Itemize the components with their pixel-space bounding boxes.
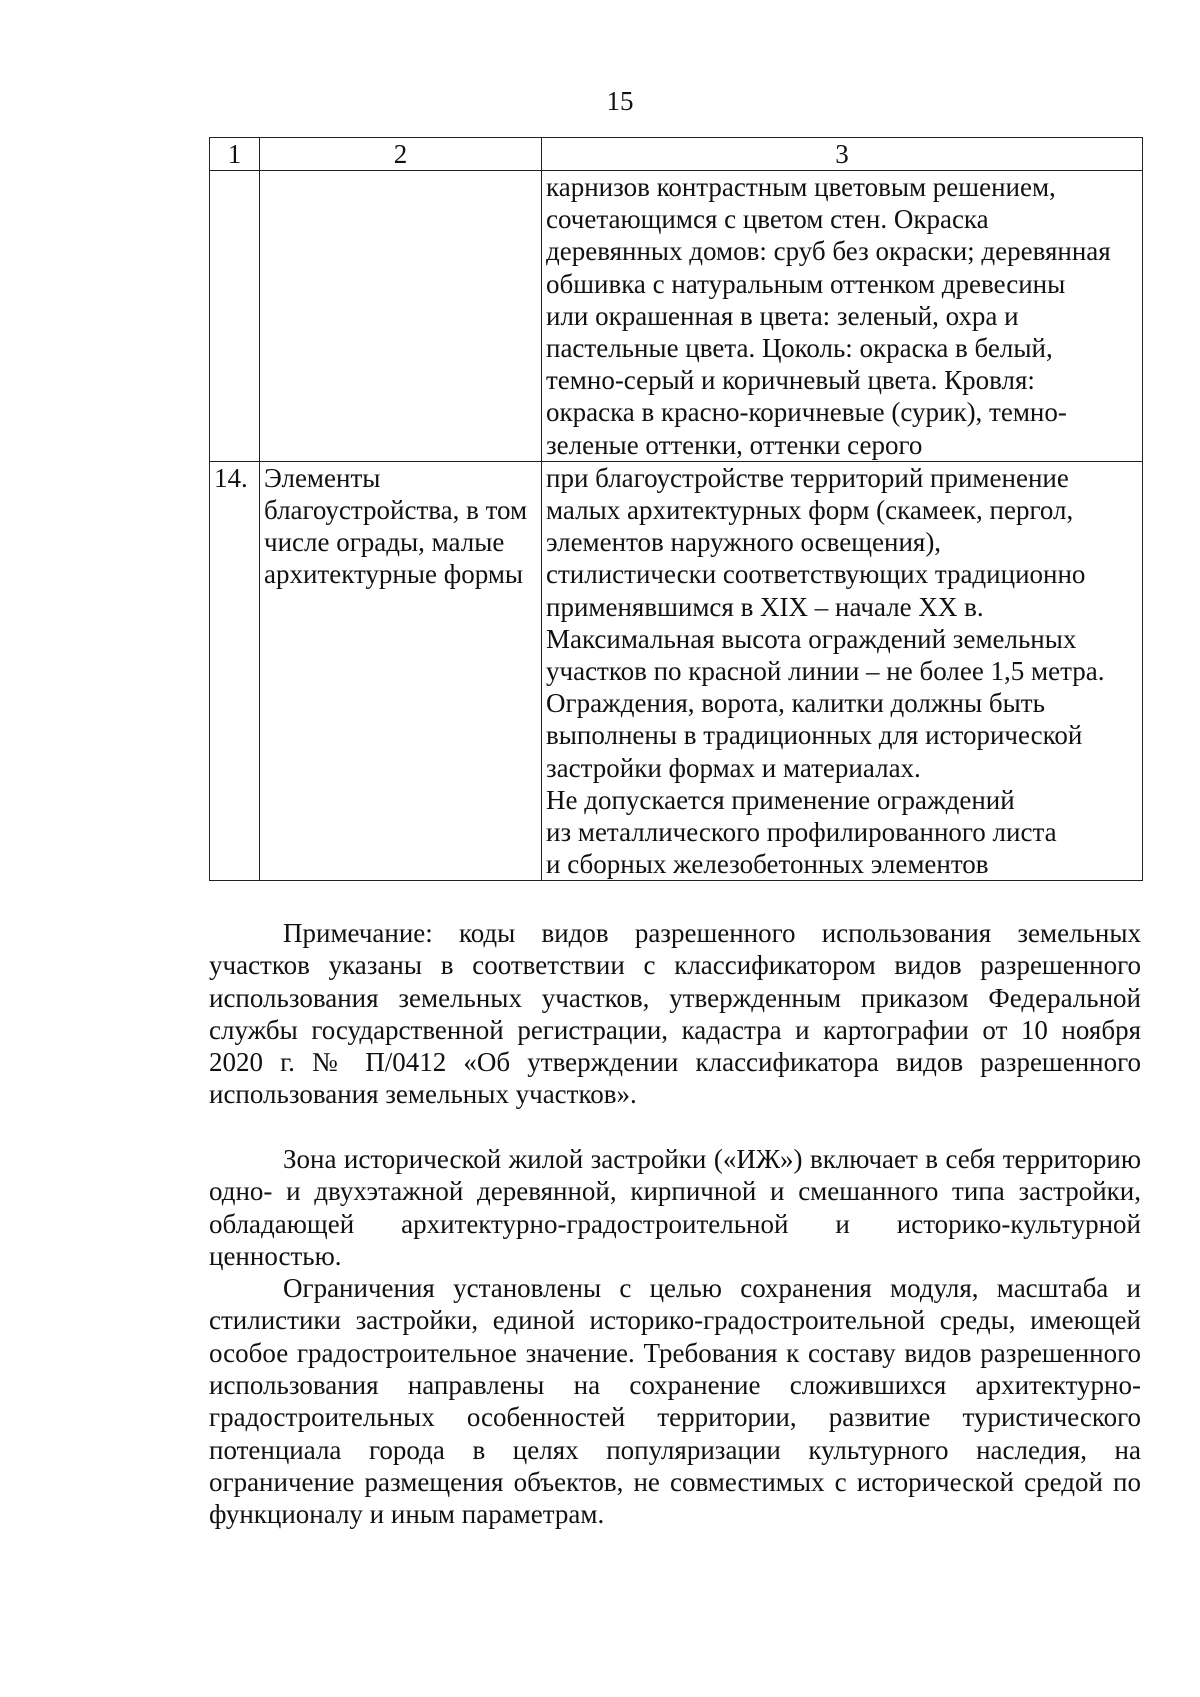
- requirements-line: участков по красной линии – не более 1,5 метра.: [546, 656, 1105, 687]
- zone-description: [209, 1143, 1141, 1531]
- requirements-line: малых архитектурных форм (скамеек, пергол,: [546, 495, 1074, 526]
- requirements-line: темно-серый и коричневый цвета. Кровля:: [546, 365, 1035, 396]
- row-number: 14.: [210, 461, 260, 881]
- requirements-line: сочетающимся с цветом стен. Окраска: [546, 204, 989, 235]
- requirements-line: карнизов контрастным цветовым решением,: [546, 172, 1056, 202]
- note-block: [209, 917, 1141, 1111]
- requirements-line: или окрашенная в цвета: зеленый, охра и: [546, 300, 1019, 331]
- zone-paragraph-1: Зона исторической жилой застройки («ИЖ») включает в себя территорию одно- и двухэтажной деревянной, кирпичной и смешанного типа застройки, обладающей архитектурно-градостроительной и историко-культурной ценностью.: [209, 1144, 1141, 1271]
- page-number: 15: [606, 86, 634, 116]
- column-header-requirements: 3: [542, 138, 1143, 171]
- element-name-line: Элементы: [264, 462, 381, 493]
- element-name-line: числе ограды, малые: [264, 527, 505, 558]
- requirements-line: окраска в красно-коричневые (сурик), темно-: [546, 397, 1067, 428]
- element-name-cell: [260, 171, 542, 462]
- requirements-table: [209, 137, 1143, 881]
- zone-paragraph-2: Ограничения установлены с целью сохранения модуля, масштаба и стилистики застройки, единой историко-градостроительной среды, имеющей особое градостроительное значение. Требования к составу видов разрешенного использования направлены на сохранение сложившихся архитектурно-градостроительных особенностей территории, развитие туристического потенциала города в целях популяризации культурного наследия, на ограничение размещения объектов, не совместимых с исторической средой по функционалу и иным параметрам.: [209, 1273, 1141, 1530]
- column-header-element: 2: [260, 138, 542, 171]
- requirements-line: стилистически соответствующих традиционно: [546, 559, 1086, 590]
- requirements-cell: [542, 461, 1143, 881]
- element-name-line: архитектурные формы: [264, 559, 524, 590]
- requirements-line: Не допускается применение ограждений: [546, 784, 1015, 815]
- requirements-line: при благоустройстве территорий применение: [546, 462, 1069, 493]
- table-row: [210, 461, 1143, 881]
- requirements-line: пастельные цвета. Цоколь: окраска в белый,: [546, 333, 1053, 364]
- column-header-number: 1: [210, 138, 260, 171]
- element-name-cell: [260, 461, 542, 881]
- requirements-line: обшивка с натуральным оттенком древесины: [546, 268, 1066, 299]
- requirements-line: Максимальная высота ограждений земельных: [546, 623, 1077, 654]
- table-body: [210, 171, 1143, 881]
- table-row: [210, 171, 1143, 462]
- requirements-line: применявшимся в XIX – начале XX в.: [546, 591, 984, 622]
- note-paragraph: Примечание: коды видов разрешенного использования земельных участков указаны в соответствии с классификатором видов разрешенного использования земельных участков, утвержденным приказом Федеральной службы государственной регистрации, кадастра и картографии от 10 ноября 2020 г. № П/0412 «Об утверждении классификатора видов разрешенного использования земельных участков».: [209, 918, 1141, 1110]
- requirements-line: застройки формах и материалах.: [546, 752, 921, 783]
- requirements-line: из металлического профилированного листа: [546, 817, 1057, 848]
- requirements-line: элементов наружного освещения),: [546, 527, 942, 558]
- requirements-line: Ограждения, ворота, калитки должны быть: [546, 688, 1045, 719]
- requirements-line: выполнены в традиционных для исторической: [546, 720, 1083, 751]
- requirements-line: и сборных железобетонных элементов: [546, 849, 989, 880]
- table-header-row: [210, 138, 1143, 171]
- element-name-line: благоустройства, в том: [264, 495, 528, 526]
- requirements-cell: [542, 171, 1143, 462]
- row-number: [210, 171, 260, 462]
- requirements-line: зеленые оттенки, оттенки серого: [546, 429, 923, 460]
- requirements-line: деревянных домов: сруб без окраски; деревянная: [546, 236, 1111, 267]
